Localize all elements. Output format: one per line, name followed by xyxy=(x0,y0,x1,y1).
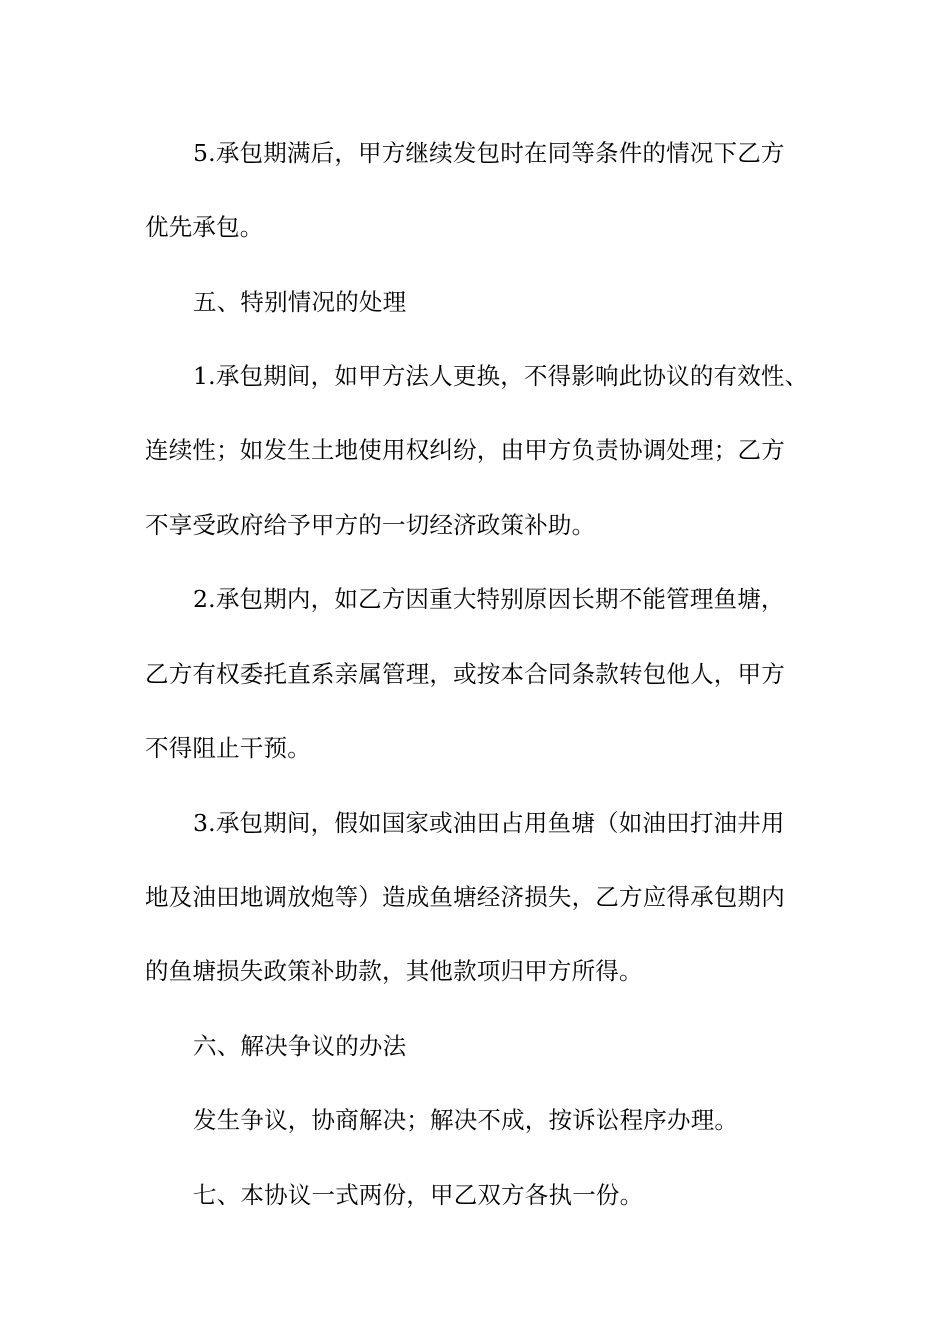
section-6-heading: 六、解决争议的办法 xyxy=(193,1032,407,1060)
clause-3-line-3: 的鱼塘损失政策补助款，其他款项归甲方所得。 xyxy=(145,957,643,985)
clause-3-line-2: 地及油田地调放炮等）造成鱼塘经济损失，乙方应得承包期内 xyxy=(145,883,785,911)
clause-1-line-1: 1.承包期间，如甲方法人更换，不得影响此协议的有效性、 xyxy=(193,362,809,390)
clause-5-line-1: 5.承包期满后，甲方继续发包时在同等条件的情况下乙方 xyxy=(193,139,785,167)
section-6-body: 发生争议，协商解决；解决不成，按诉讼程序办理。 xyxy=(193,1106,739,1134)
clause-1-line-3: 不享受政府给予甲方的一切经济政策补助。 xyxy=(145,511,596,539)
section-7-heading: 七、本协议一式两份，甲乙双方各执一份。 xyxy=(193,1181,644,1209)
clause-2-line-3: 不得阻止干预。 xyxy=(145,734,311,762)
clause-3-line-1: 3.承包期间，假如国家或油田占用鱼塘（如油田打油井用 xyxy=(193,809,785,837)
clause-2-line-1: 2.承包期内，如乙方因重大特别原因长期不能管理鱼塘， xyxy=(193,585,785,613)
clause-1-line-2: 连续性；如发生土地使用权纠纷，由甲方负责协调处理；乙方 xyxy=(145,436,785,464)
section-5-heading: 五、特别情况的处理 xyxy=(193,288,407,316)
clause-5-line-2: 优先承包。 xyxy=(145,213,264,241)
clause-2-line-2: 乙方有权委托直系亲属管理，或按本合同条款转包他人，甲方 xyxy=(145,660,785,688)
